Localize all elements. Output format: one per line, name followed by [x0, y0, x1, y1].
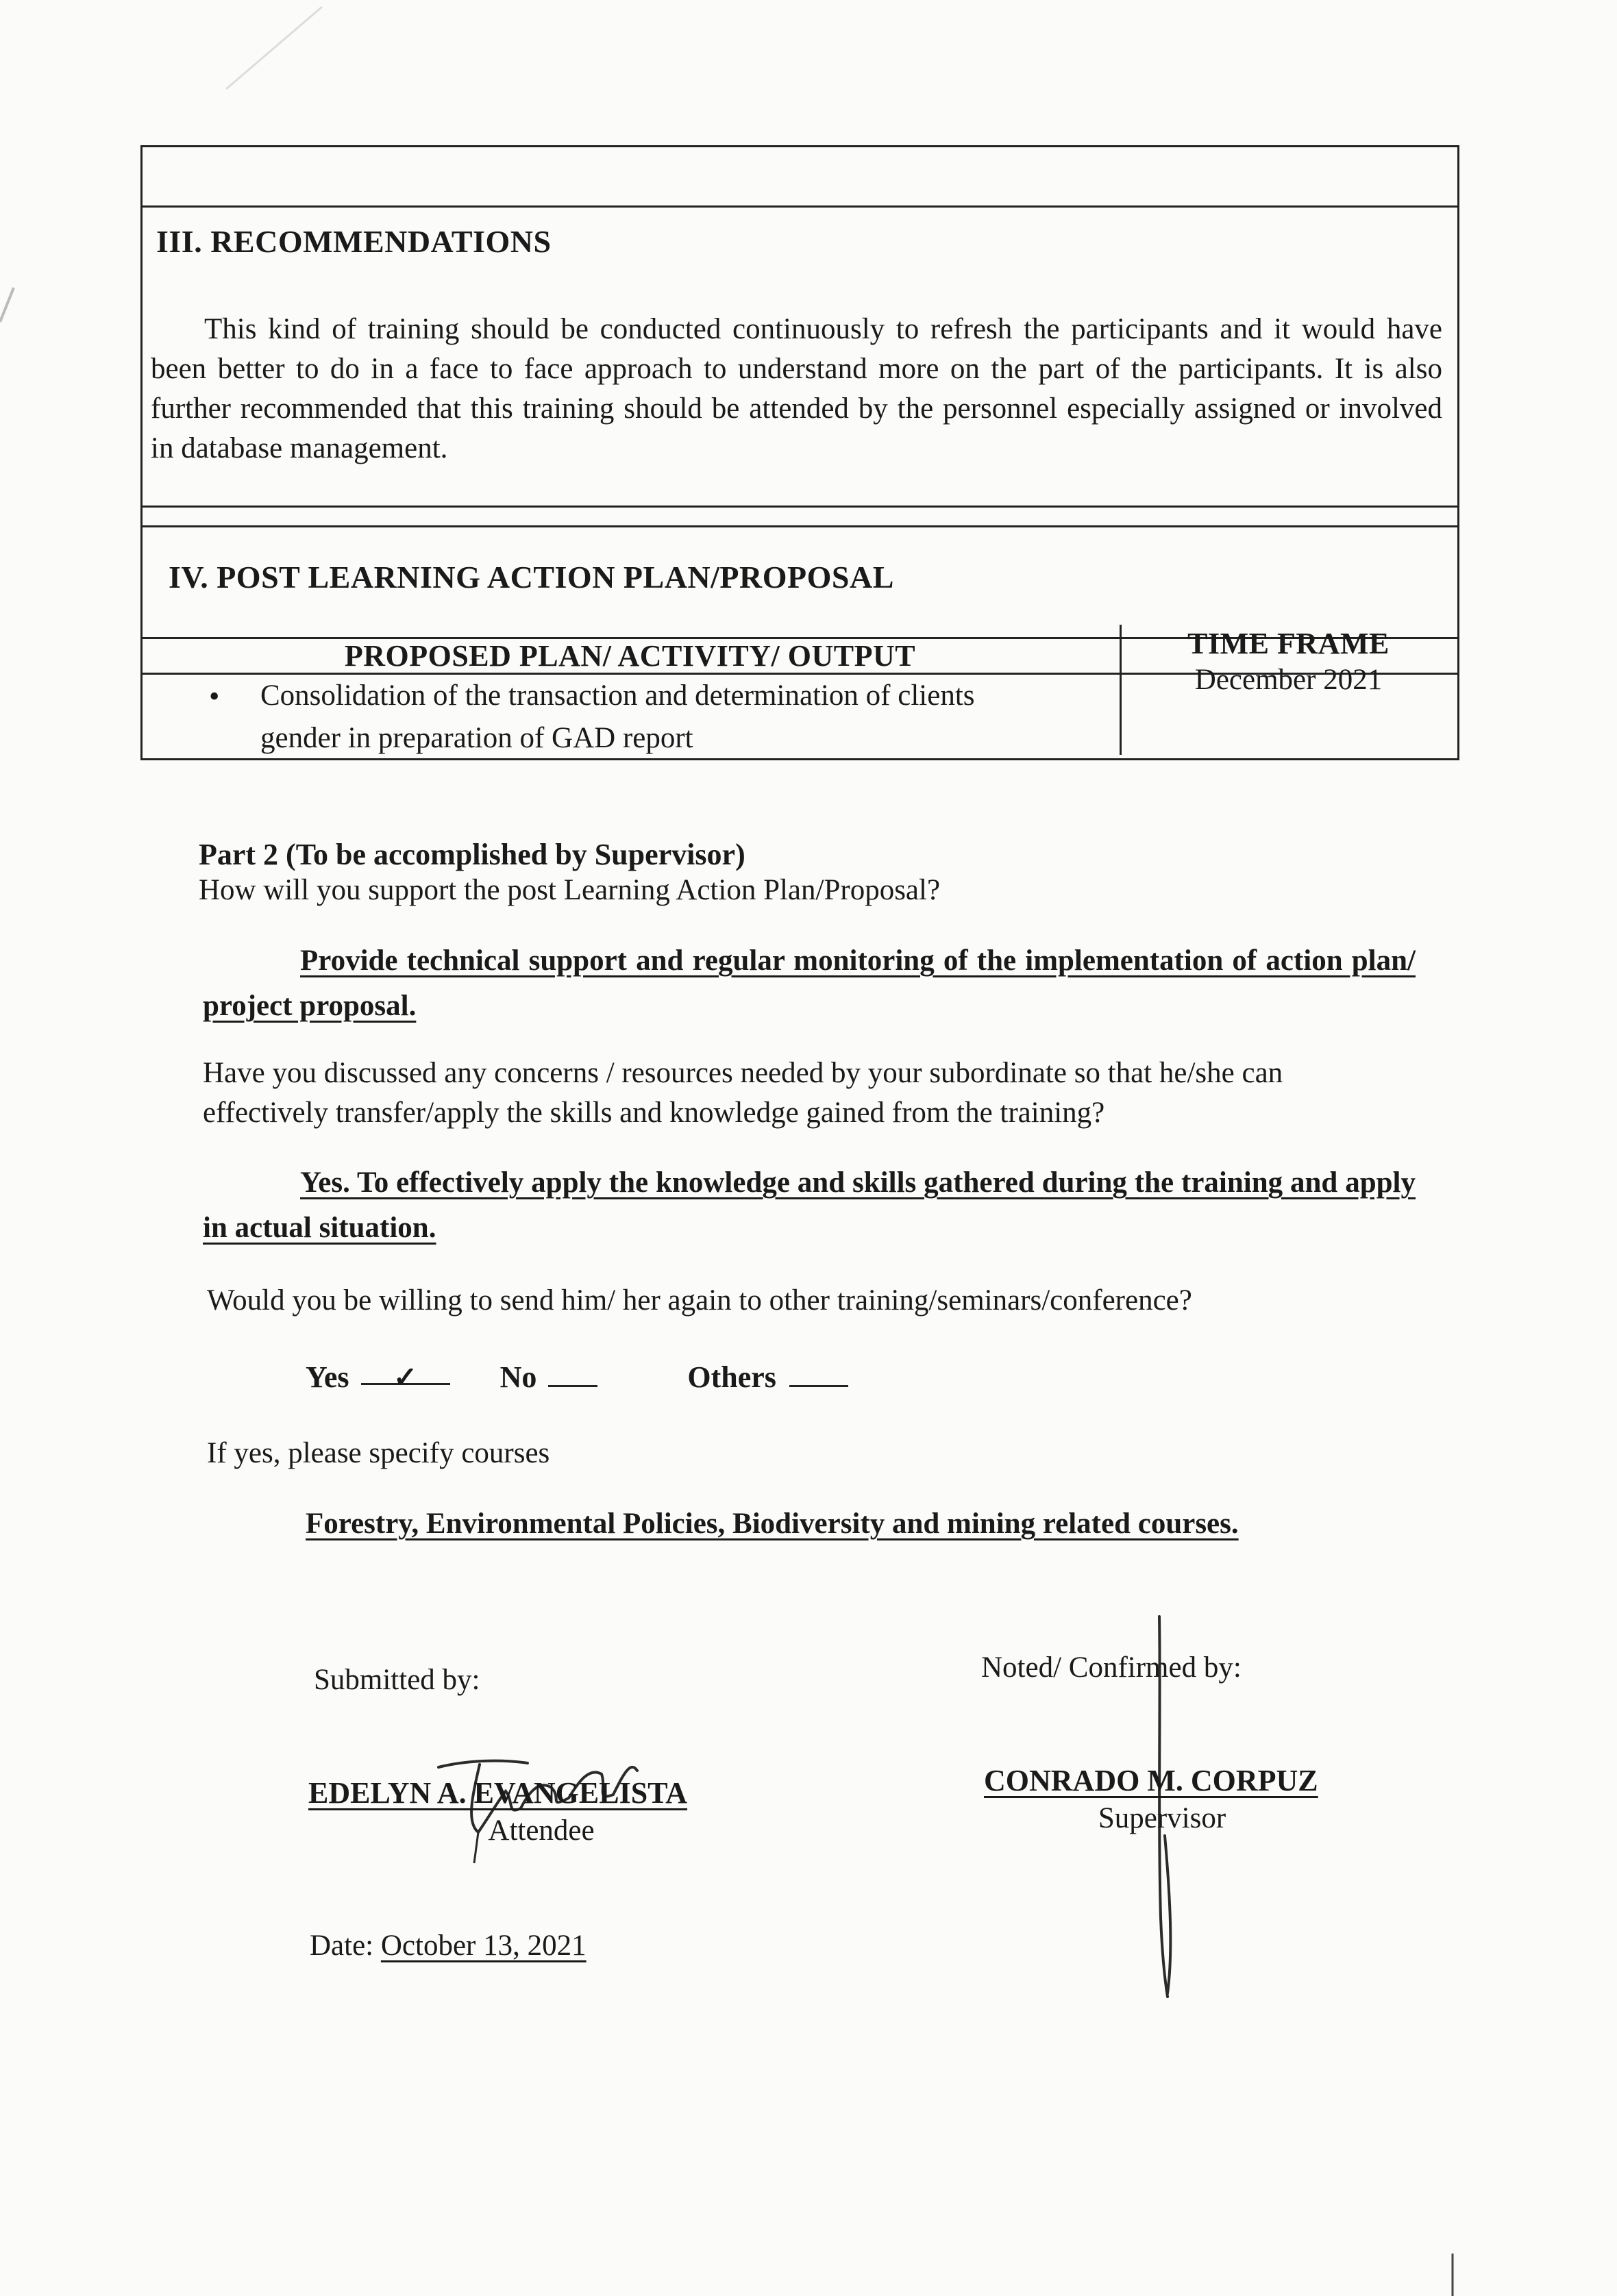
col-header-plan: PROPOSED PLAN/ ACTIVITY/ OUTPUT [344, 639, 916, 673]
others-label: Others [687, 1360, 776, 1394]
yes-checkbox[interactable] [361, 1360, 450, 1394]
date-value: October 13, 2021 [380, 1930, 587, 1962]
recommendations-paragraph: This kind of training should be conducted continuously to refresh the participants and it would have been better to do in a face to face approach to understand more on the part of the participants. It is also further recommended that this training should be attended by the personnel especially assigned or involved in database management. [151, 313, 1442, 464]
answer-support: Provide technical support and regular monitoring of the implementation of action plan/ project proposal. [203, 945, 1416, 1022]
action-plan-heading: IV. POST LEARNING ACTION PLAN/PROPOSAL [169, 560, 894, 595]
top-right-border [1457, 145, 1459, 207]
date-line [310, 1929, 587, 1962]
no-label: No [499, 1360, 537, 1394]
others-checkbox[interactable] [789, 1362, 848, 1387]
top-table-line [140, 145, 1459, 147]
question-concerns: Have you discussed any concerns / resources needed by your subordinate so that he/she can effectively transfer/apply the skills and knowledge gained from the training? [203, 1057, 1283, 1129]
answer-concerns: Yes. To effectively apply the knowledge and skills gathered during the training and apply in actual situation. [203, 1166, 1416, 1244]
willing-options [306, 1360, 848, 1395]
question-courses: If yes, please specify courses [207, 1437, 550, 1469]
supervisor-name: CONRADO M. CORPUZ [984, 1764, 1318, 1797]
recommendations-heading: III. RECOMMENDATIONS [156, 224, 552, 259]
table-row [140, 675, 1120, 757]
no-checkbox[interactable] [548, 1362, 597, 1387]
question-support: How will you support the post Learning Action Plan/Proposal? [199, 874, 941, 906]
supervisor-role: Supervisor [1098, 1802, 1226, 1834]
part2-heading: Part 2 (To be accomplished by Supervisor) [199, 838, 745, 871]
date-label: Date: [310, 1930, 374, 1962]
submitted-by-label: Submitted by: [314, 1664, 480, 1696]
top-left-border [140, 145, 143, 207]
yes-label: Yes [306, 1360, 349, 1394]
time-frame-cell: December 2021 [1194, 664, 1383, 696]
col-header-time-frame: TIME FRAME [1187, 627, 1390, 660]
attendee-name: EDELYN A. EVANGELISTA [308, 1776, 688, 1810]
noted-by-label: Noted/ Confirmed by: [981, 1651, 1242, 1684]
attendee-role: Attendee [488, 1814, 595, 1847]
question-willing: Would you be willing to send him/ her again to other training/seminars/conference? [207, 1284, 1192, 1317]
answer-courses: Forestry, Environmental Policies, Biodiversity and mining related courses. [306, 1508, 1239, 1540]
plan-cell: Consolidation of the transaction and determination of clients gender in preparation of GAD report [260, 679, 975, 754]
checkmark-icon: ✓ [393, 1362, 418, 1394]
bullet-icon: • [209, 679, 220, 713]
